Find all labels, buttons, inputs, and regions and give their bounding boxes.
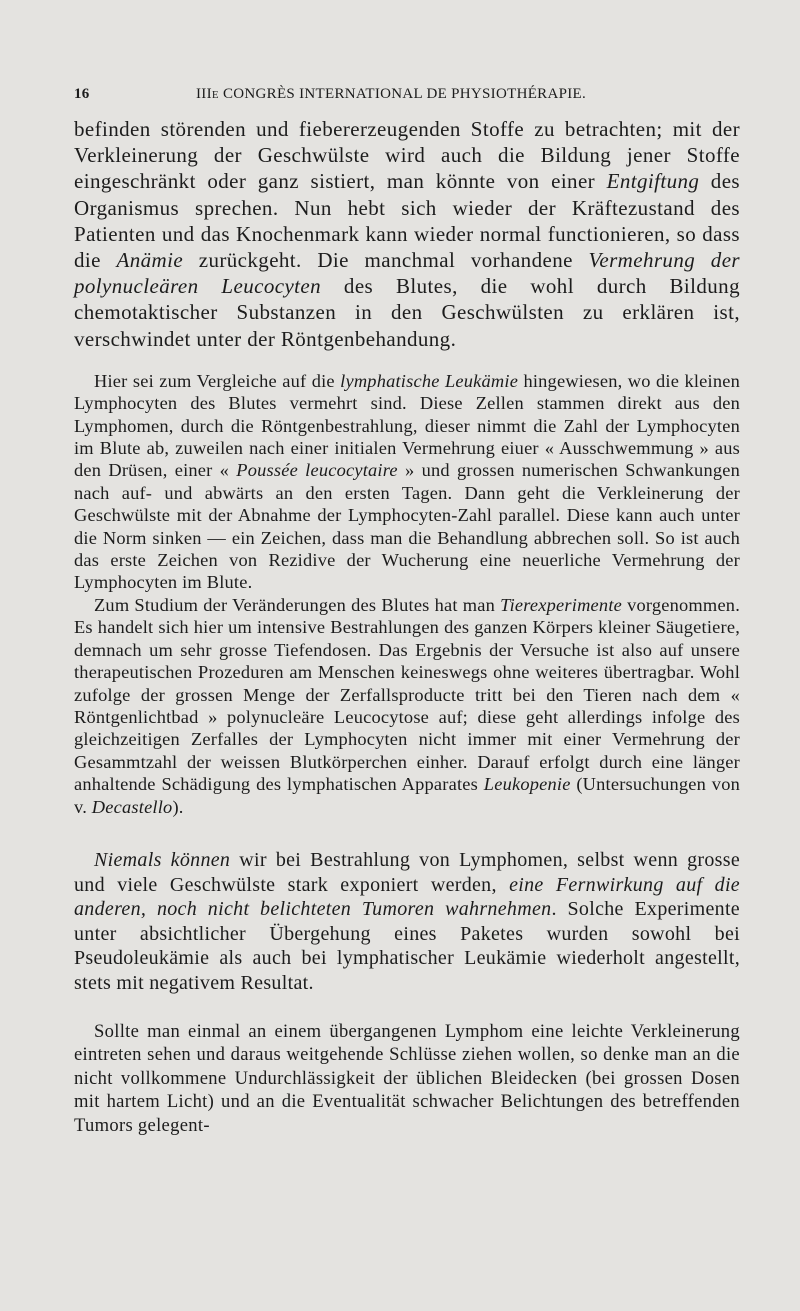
paragraph-3: [74, 594, 740, 818]
text-segment: vorgenommen. Es handelt sich hier um intensive Bestrahlungen des ganzen Körpers kleiner Säugetiere, demnach um sehr grosse Tiefendosen. Das Ergebnis der Versuche ist also auf unsere therapeutischen Prozeduren am Menschen keineswegs ohne weiteres übertragbar. Wohl zufolge der grossen Menge der Zerfallsproducte tritt bei den Tieren nach dem « Röntgenlichtbad » polynucleäre Leucocytose auf; diese geht allerdings infolge des gleichzeitigen Zerfalles der Lymphocyten nicht immer mit einer Vermehrung der Gesammtzahl der weissen Blutkörperchen einher. Darauf erfolgt durch eine länger anhaltende Schädigung des lymphatischen Apparates: [74, 594, 740, 795]
emphasis: Leukopenie: [483, 774, 571, 795]
text-segment: ).: [172, 796, 184, 817]
text-segment: des Organismus sprechen. Nun hebt sich wieder der Kräftezustand des Patienten und das Knochenmark kann wieder normal functionieren, so dass die: [74, 169, 740, 273]
running-head: IIIe CONGRÈS INTERNATIONAL DE PHYSIOTHÉRAPIE.: [196, 86, 587, 102]
emphasis: eine Fernwirkung auf die anderen, noch nicht belichteten Tumoren wahrnehmen: [74, 873, 740, 921]
body-text: [74, 116, 740, 1137]
text-segment: befinden störenden und fiebererzeugenden Stoffe zu betrachten; mit der Verkleinerung der Geschwülste wird auch die Bildung jener Stoffe eingeschränkt oder ganz sistiert, man könnte von einer: [74, 117, 740, 194]
paragraph-5: [74, 1020, 740, 1138]
text-segment: wir bei Bestrahlung von Lymphomen, selbst wenn grosse und viele Geschwülste stark exponiert werden,: [74, 848, 740, 896]
emphasis: lymphatische Leukämie: [340, 370, 519, 391]
emphasis: Anämie: [116, 248, 184, 273]
emphasis: Poussée leucocytaire: [236, 460, 398, 481]
paragraph-1: [74, 116, 740, 352]
text-segment: zurückgeht. Die manchmal vorhandene: [183, 248, 589, 273]
text-segment: » und grossen numerischen Schwankungen nach auf- und abwärts an den ersten Tagen. Dann geht die Verkleinerung der Geschwülste mit der Abnahme der Lymphocyten-Zahl parallel. Diese kann auch unter die Norm sinken — ein Zeichen, dass man die Behandlung abbrechen soll. So ist auch das erste Zeichen von Rezidive der Wucherung eine neuerliche Vermehrung der Lymphocyten im Blute.: [74, 460, 740, 593]
text-segment: Zum Studium der Veränderungen des Blutes hat man: [94, 594, 501, 615]
emphasis: Vermehrung der polynucleären Leucocyten: [74, 248, 740, 299]
page-number: 16: [74, 86, 90, 102]
text-segment: Sollte man einmal an einem übergangenen Lymphom eine leichte Verkleinerung eintreten sehen und daraus weitgehende Schlüsse ziehen wollen, so denke man an die nicht vollkommene Undurchlässigkeit der üblichen Bleidecken (bei grossen Dosen mit hartem Licht) und an die Eventualität schwacher Belichtungen des betreffenden Tumors gelegent-: [74, 1020, 740, 1136]
emphasis: Decastello: [91, 796, 173, 817]
emphasis: Tierexperimente: [500, 594, 622, 615]
paragraph-4: [74, 848, 740, 996]
page-header: [74, 86, 726, 112]
paragraph-2: [74, 370, 740, 594]
text-segment: des Blutes, die wohl durch Bildung chemotaktischer Substanzen in den Geschwülsten zu erklären ist, verschwindet unter der Röntgenbehandung.: [74, 274, 740, 351]
text-segment: Hier sei zum Vergleiche auf die: [94, 370, 341, 391]
text-segment: hingewiesen, wo die kleinen Lymphocyten des Blutes vermehrt sind. Diese Zellen stammen direkt aus den Lymphomen, durch die Röntgenbestrahlung, dieser nimmt die Zahl der Lymphocyten im Blute ab, zuweilen nach einer initialen Vermehrung eiuer « Ausschwemmung » aus den Drüsen, einer «: [74, 370, 740, 481]
text-segment: (Untersuchungen von v.: [74, 774, 740, 817]
emphasis: Niemals können: [94, 848, 231, 871]
emphasis: Entgiftung: [606, 169, 700, 194]
text-segment: . Solche Experimente unter absichtlicher Übergehung eines Paketes wurden sowohl bei Pseudoleukämie als auch bei lymphatischer Leukämie wiederholt angestellt, stets mit negativem Resultat.: [74, 898, 740, 994]
